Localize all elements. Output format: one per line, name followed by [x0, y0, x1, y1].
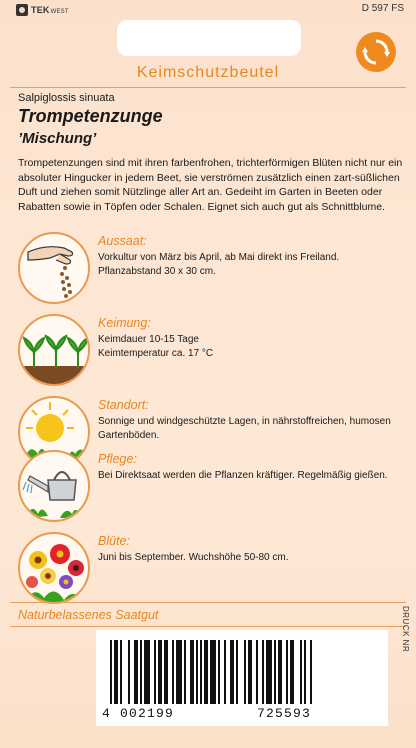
brand-logo: [16, 4, 69, 16]
section-text: Bei Direktsaat werden die Pflanzen kräftiger. Regelmäßig gießen.: [98, 470, 388, 481]
barcode: 4 002199 725593: [96, 630, 388, 726]
description: Trompetenzungen sind mit ihren farbenfrohen, trichterförmigen Blüten nicht nur ein absoluter Hingucker in jedem Beet, sie verströmen zusätzlich einen zart-süßlichen Duft und ziehen somit Nützlinge aller Art an. Gedeiht im Garten in Beeten oder Rabatten sowie in Töpfen oder Schalen. Eignet sich auch gut als Schnittblume.: [18, 157, 403, 213]
sowing-hand-icon: [18, 232, 90, 304]
variety-name: ’Mischung’: [18, 130, 97, 147]
section-bluete: [18, 532, 406, 602]
section-keimung: [18, 314, 406, 384]
section-text: Juni bis September. Wuchshöhe 50-80 cm.: [98, 552, 289, 563]
brand-name: TEKWEST: [31, 5, 69, 15]
latin-name: Salpiglossis sinuata: [18, 92, 115, 104]
seedlings-icon: [18, 314, 90, 386]
section-title: Standort:: [98, 398, 149, 412]
section-pflege: [18, 450, 406, 520]
section-aussaat: [18, 232, 406, 302]
brand-logo-icon: [16, 4, 28, 16]
footer-tagline: Naturbelassenes Saatgut: [18, 608, 159, 622]
section-text: Sonnige und windgeschützte Lagen, in nährstoffreichen, humosen Gartenböden.: [98, 416, 391, 441]
section-title: Aussaat:: [98, 234, 147, 248]
label-field: [117, 20, 301, 56]
page-title: Keimschutzbeutel: [136, 64, 280, 81]
barcode-bars: [110, 640, 374, 708]
section-title: Blüte:: [98, 534, 130, 548]
divider: [10, 87, 406, 88]
divider: [10, 602, 406, 603]
divider: [10, 626, 406, 627]
flowers-icon: [18, 532, 90, 604]
section-text: Vorkultur von März bis April, ab Mai direkt ins Freiland. Pflanzabstand 30 x 30 cm.: [98, 252, 340, 277]
section-title: Keimung:: [98, 316, 151, 330]
product-code: D 597 FS: [361, 3, 404, 14]
print-number-label: DRUCK NR: [401, 606, 410, 653]
plant-name: Trompetenzunge: [18, 106, 163, 126]
watering-can-icon: [18, 450, 90, 522]
section-text: Keimdauer 10-15 Tage Keimtemperatur ca. 17 °C: [98, 334, 214, 359]
section-title: Pflege:: [98, 452, 137, 466]
